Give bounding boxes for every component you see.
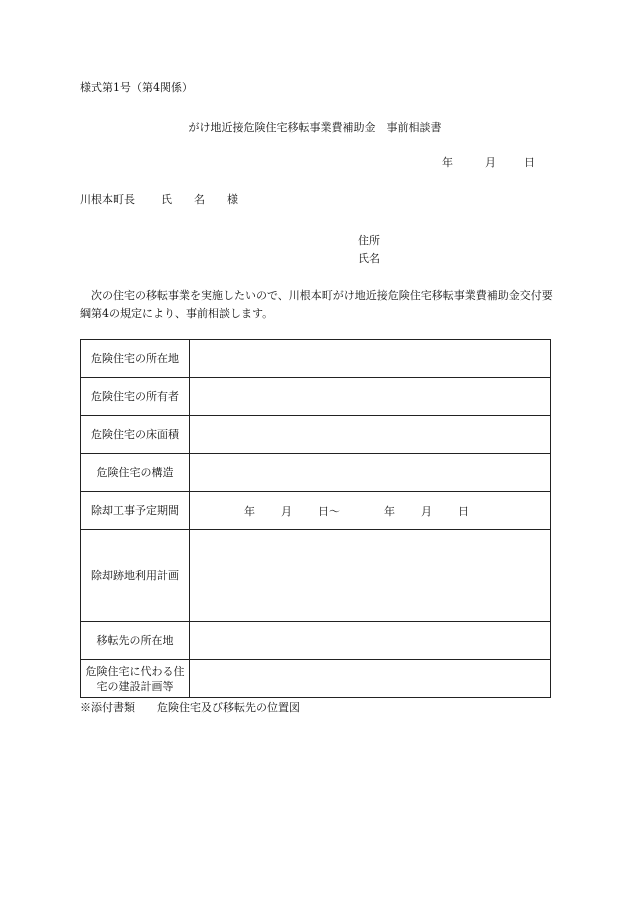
table-row bbox=[81, 340, 551, 378]
structure-field[interactable] bbox=[190, 454, 551, 492]
date-day: 日 bbox=[524, 156, 535, 169]
location-field[interactable] bbox=[190, 340, 551, 378]
period-to-day: 日 bbox=[458, 504, 469, 518]
table-row bbox=[81, 660, 551, 698]
form-number: 様式第1号（第4関係） bbox=[80, 81, 193, 94]
applicant-address-label: 住所 bbox=[358, 234, 380, 247]
row-label: 移転先の所在地 bbox=[81, 622, 190, 660]
date-line bbox=[442, 157, 535, 168]
row-label: 危険住宅の構造 bbox=[81, 454, 190, 492]
period-from-day: 日〜 bbox=[318, 504, 340, 518]
addressee-to: 川根本町長 bbox=[80, 193, 135, 206]
applicant-block bbox=[358, 232, 380, 268]
row-label: 除却跡地利用計画 bbox=[81, 530, 190, 622]
table-row bbox=[81, 454, 551, 492]
date-month: 月 bbox=[485, 156, 496, 169]
table-row bbox=[81, 378, 551, 416]
demolition-period-field[interactable] bbox=[190, 492, 551, 530]
consultation-table bbox=[80, 339, 551, 698]
relocation-site-field[interactable] bbox=[190, 622, 551, 660]
period-from-month: 月 bbox=[281, 504, 292, 518]
addressee bbox=[80, 194, 238, 205]
construction-plan-field[interactable] bbox=[190, 660, 551, 698]
owner-field[interactable] bbox=[190, 378, 551, 416]
body-text: 次の住宅の移転事業を実施したいので、川根本町がけ地近接危険住宅移転事業費補助金交付要綱第4の規定により、事前相談します。 bbox=[80, 289, 553, 320]
land-use-plan-field[interactable] bbox=[190, 530, 551, 622]
period-to-month: 月 bbox=[421, 504, 432, 518]
row-label: 危険住宅の床面積 bbox=[81, 416, 190, 454]
addressee-honorific: 様 bbox=[227, 193, 238, 206]
row-label: 危険住宅の所有者 bbox=[81, 378, 190, 416]
attachment-note: ※添付書類 危険住宅及び移転先の位置図 bbox=[80, 701, 300, 714]
table-row bbox=[81, 622, 551, 660]
table-row bbox=[81, 416, 551, 454]
period-line bbox=[190, 503, 550, 519]
row-label: 危険住宅の所在地 bbox=[81, 340, 190, 378]
table-row bbox=[81, 530, 551, 622]
row-label: 除却工事予定期間 bbox=[81, 492, 190, 530]
table-row bbox=[81, 492, 551, 530]
period-to-year: 年 bbox=[384, 504, 395, 518]
document-title: がけ地近接危険住宅移転事業費補助金 事前相談書 bbox=[188, 121, 442, 134]
date-year: 年 bbox=[442, 156, 453, 169]
addressee-name-label: 氏 名 bbox=[161, 193, 205, 206]
applicant-name-label: 氏名 bbox=[358, 252, 380, 265]
floor-area-field[interactable] bbox=[190, 416, 551, 454]
period-from-year: 年 bbox=[244, 504, 255, 518]
row-label: 危険住宅に代わる住宅の建設計画等 bbox=[81, 660, 190, 698]
